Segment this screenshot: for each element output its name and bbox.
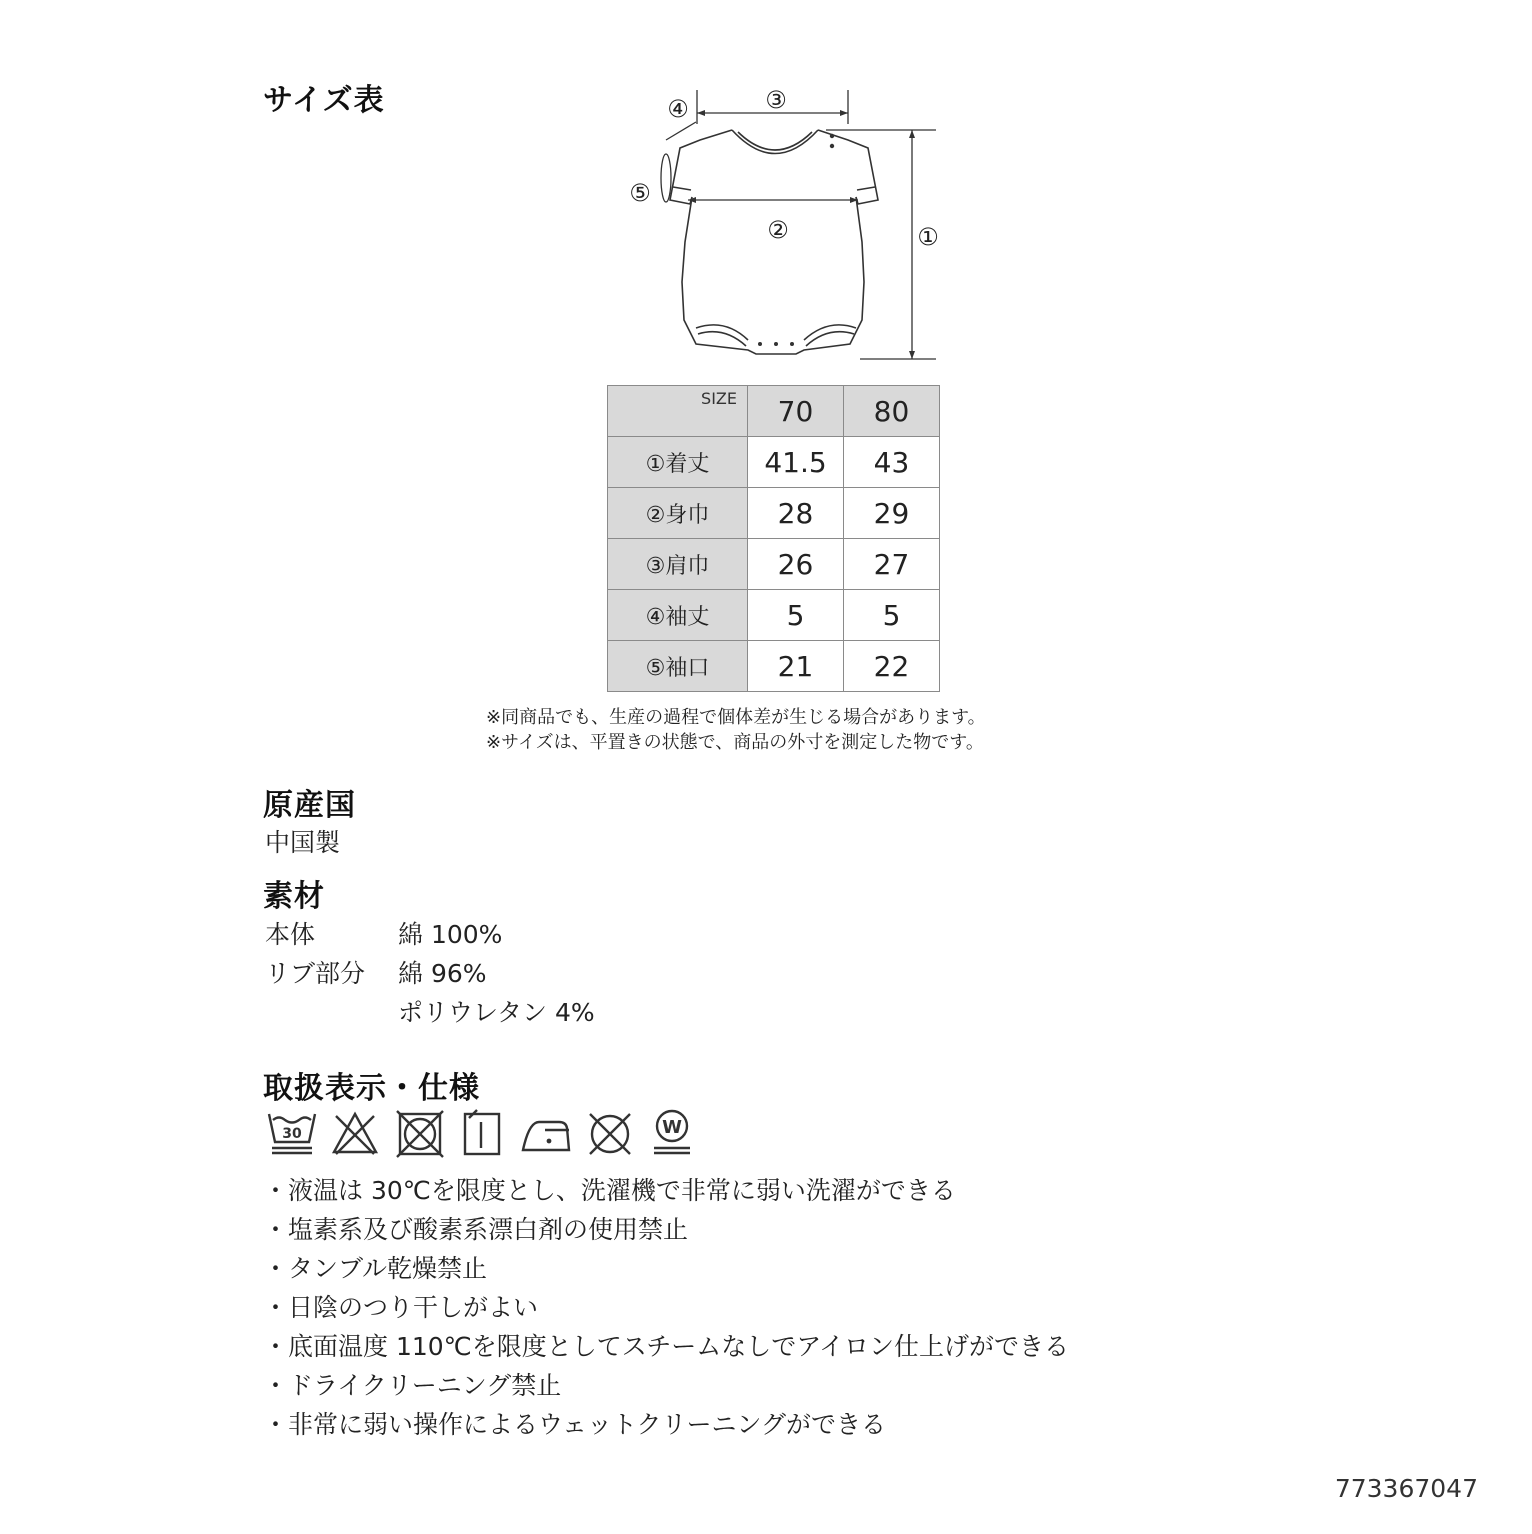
care-bullet: ・塩素系及び酸素系漂白剤の使用禁止 [263, 1215, 689, 1244]
cell-value: 26 [748, 539, 844, 590]
table-row [608, 488, 940, 539]
origin-value: 中国製 [265, 828, 341, 857]
table-row [608, 539, 940, 590]
size-chart-title: サイズ表 [263, 83, 385, 118]
marker-body-width: ② [767, 216, 789, 244]
size-note: ※同商品でも、生産の過程で個体差が生じる場合があります。 [486, 707, 986, 728]
no-dry-clean-icon [585, 1108, 635, 1158]
cell-value: 5 [844, 590, 940, 641]
no-bleach-icon [330, 1108, 380, 1158]
table-row [608, 641, 940, 692]
row-label: ①着丈 [608, 437, 748, 488]
size-header: 80 [844, 386, 940, 437]
marker-sleeve-length: ④ [667, 95, 689, 123]
product-code: 773367047 [1334, 1474, 1478, 1503]
size-note: ※サイズは、平置きの状態で、商品の外寸を測定した物です。 [486, 732, 984, 753]
cell-value: 41.5 [748, 437, 844, 488]
wet-clean-gentle-icon [650, 1108, 694, 1158]
cell-value: 28 [748, 488, 844, 539]
line-dry-shade-icon [461, 1108, 503, 1158]
wet-clean-label: W [662, 1117, 682, 1138]
care-bullet: ・非常に弱い操作によるウェットクリーニングができる [263, 1410, 887, 1439]
care-bullet: ・液温は 30℃を限度とし、洗濯機で非常に弱い洗濯ができる [263, 1176, 956, 1205]
garment-measurement-diagram [600, 82, 960, 372]
table-row [608, 590, 940, 641]
care-title: 取扱表示・仕様 [263, 1071, 480, 1106]
cell-value: 43 [844, 437, 940, 488]
cell-value: 27 [844, 539, 940, 590]
iron-low-no-steam-icon [519, 1108, 573, 1158]
cell-value: 22 [844, 641, 940, 692]
material-value: 綿 96% [398, 959, 487, 988]
care-bullet: ・ドライクリーニング禁止 [263, 1371, 562, 1400]
marker-cuff: ⑤ [629, 179, 651, 207]
care-bullet: ・日陰のつり干しがよい [263, 1293, 539, 1322]
origin-title: 原産国 [263, 788, 356, 823]
care-bullet: ・タンブル乾燥禁止 [263, 1254, 488, 1283]
size-table [607, 385, 940, 692]
no-tumble-dry-icon [395, 1108, 445, 1158]
marker-shoulder-width: ③ [765, 86, 787, 114]
material-part-label: リブ部分 [265, 959, 366, 988]
wash-30-gentle-icon [266, 1108, 318, 1158]
row-label: ②身巾 [608, 488, 748, 539]
table-row [608, 437, 940, 488]
size-header-corner [608, 386, 748, 437]
material-title: 素材 [263, 879, 325, 914]
cell-value: 5 [748, 590, 844, 641]
cell-value: 21 [748, 641, 844, 692]
material-value: 綿 100% [398, 920, 503, 949]
row-label: ③肩巾 [608, 539, 748, 590]
row-label: ⑤袖口 [608, 641, 748, 692]
material-part-label: 本体 [265, 920, 316, 949]
row-label: ④袖丈 [608, 590, 748, 641]
marker-length: ① [917, 223, 939, 251]
size-corner-label: SIZE [701, 389, 737, 408]
care-bullet: ・底面温度 110℃を限度としてスチームなしでアイロン仕上げができる [263, 1332, 1069, 1361]
wash-temperature-label: 30 [282, 1126, 302, 1142]
material-value: ポリウレタン 4% [398, 998, 595, 1027]
size-header: 70 [748, 386, 844, 437]
cell-value: 29 [844, 488, 940, 539]
